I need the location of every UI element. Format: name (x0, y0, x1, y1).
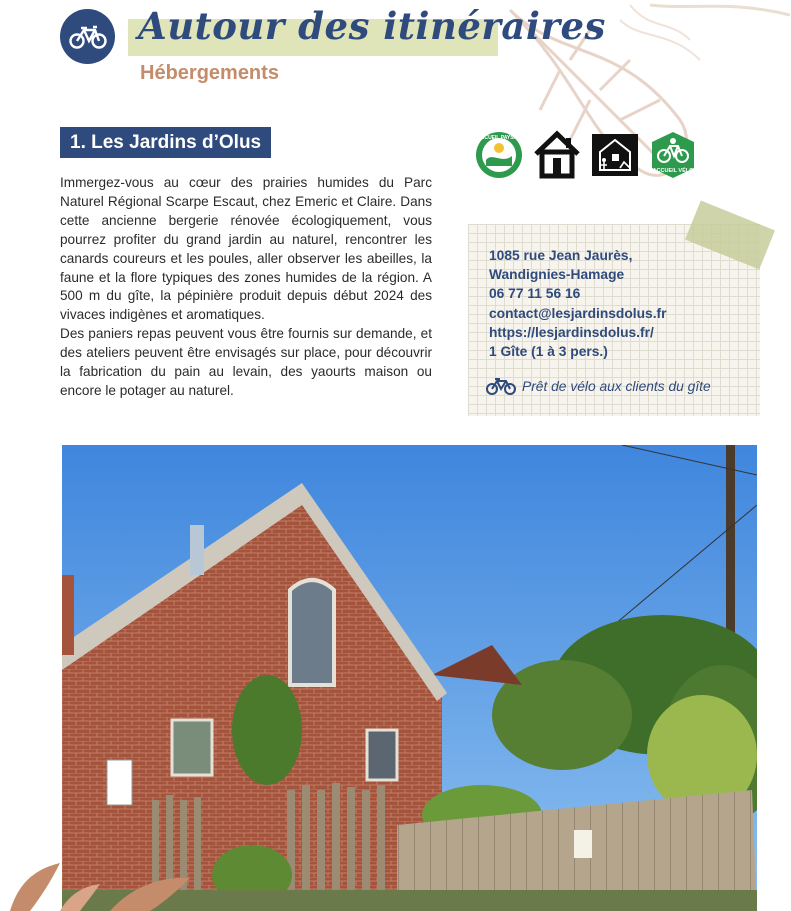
gite-photo (62, 445, 757, 911)
bike-rental-text: Prêt de vélo aux clients du gîte (522, 378, 711, 394)
bicycle-icon (60, 9, 115, 64)
capacity-text: 1 Gîte (1 à 3 pers.) (489, 344, 608, 360)
decorative-branch-illustration (650, 0, 790, 40)
page-title: Autour des itinéraires (138, 4, 606, 48)
website-link[interactable]: https://lesjardinsdolus.fr/ (489, 324, 654, 340)
phone-number[interactable]: 06 77 11 56 16 (489, 286, 581, 302)
email-link[interactable]: contact@lesjardinsdolus.fr (489, 305, 667, 321)
decorative-leaves-bottom (0, 848, 200, 911)
accueil-velo-text: ACCUEIL VÉLO (652, 168, 694, 174)
bicycle-icon (486, 377, 516, 395)
gite-house-label-icon (532, 130, 582, 180)
tourism-handicap-label-icon (590, 130, 640, 180)
address-line-1: 1085 rue Jean Jaurès, (489, 248, 633, 263)
accueil-paysan-text: ACCUEIL PAYSAN (477, 135, 521, 141)
contact-info (489, 246, 667, 361)
accueil-velo-label-icon (648, 130, 698, 180)
label-icons (474, 130, 698, 180)
description-text (60, 174, 432, 401)
accueil-paysan-label-icon (474, 130, 524, 180)
section-title: 1. Les Jardins d’Olus (60, 127, 271, 158)
bike-rental-note (486, 377, 711, 395)
description-paragraph-2: Des paniers repas peuvent vous être fournis sur demande, et des ateliers peuvent être envisagés sur place, pour découvrir la fabrication du pain au levain, des yaourts maison ou encore le potager au naturel. (60, 326, 432, 398)
address-line-2: Wandignies-Hamage (489, 267, 625, 283)
page-subtitle: Hébergements (140, 62, 279, 84)
description-paragraph-1: Immergez-vous au cœur des prairies humides du Parc Naturel Régional Scarpe Escaut, chez Emeric et Claire. Dans cette ancienne bergerie rénovée écologiquement, vous pourrez profiter du grand jardin au naturel, rencontrer les canards coureurs et les poules, aller observer les abeilles, la faune et la flore typiques des zones humides de la région. A 500 m du gîte, la pépinière produit depuis début 2024 des vivaces indigènes et aromatiques. (60, 175, 432, 323)
